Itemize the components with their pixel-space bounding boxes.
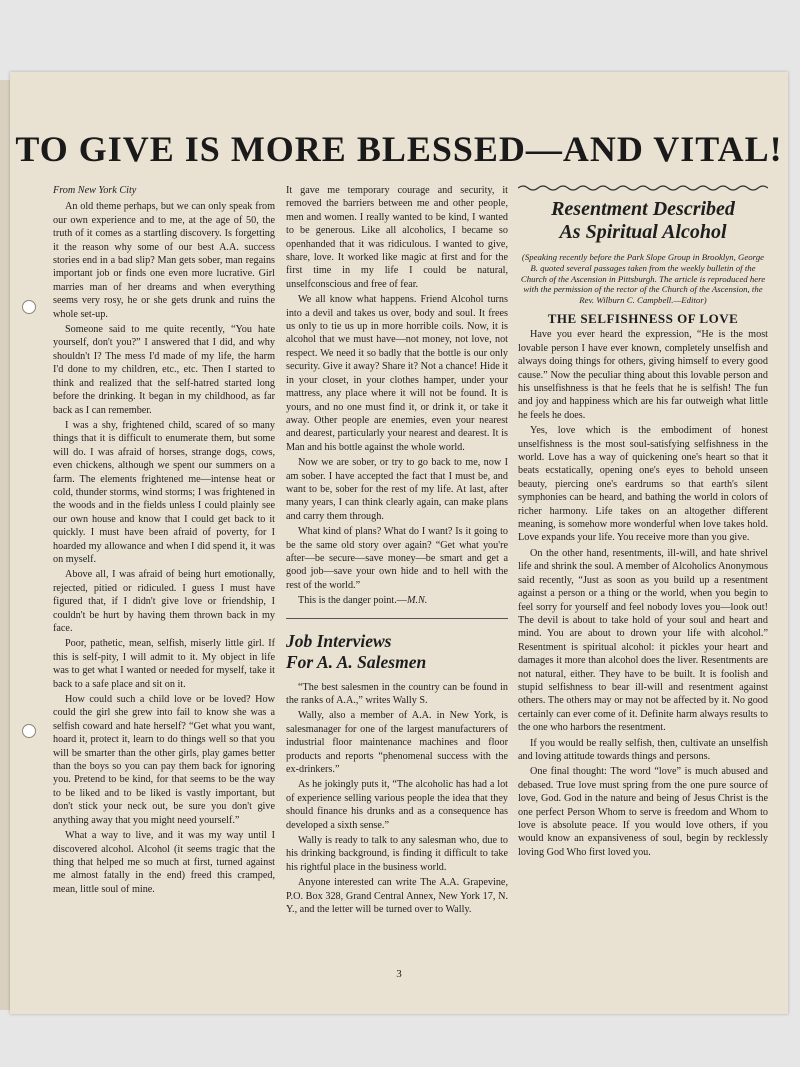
paragraph: We all know what happens. Friend Alcohol turns into a devil and takes us over, body and soul. It frees us only to tie us up in more horrible coils. Now, it is alcohol that we must have—not money, not love, not respect. We need it so badly that the bottle is our only security. Give it away? Share it? Not a chance! Hide it in your closet, in your clothes hamper, under your mattress, any place where it will not be found. It is yours, and no one must find it, or drink it, or take it away. Other people are enemies, even your nearest and dearest, particularly your nearest and dearest. It is Man and his bottle against the whole world.	[286, 294, 508, 453]
page-number: 3	[396, 968, 402, 980]
wavy-line-icon	[518, 184, 768, 192]
headline-line-2: For A. A. Salesmen	[286, 651, 427, 672]
editor-note: (Speaking recently before the Park Slope Group in Brooklyn, George B. quoted several passages taken from the weekly bulletin of the Church of the Ascension in Pittsburgh. The article is reproduced here with the permission of the rector of the Church of the Ascension, the Rev. Wilburn C. Campbell.—Editor)	[520, 252, 766, 306]
headline-line-1: Resentment Described	[551, 198, 735, 220]
paragraph: Poor, pathetic, mean, selfish, miserly little girl. If this is self-pity, I will admit to it. My object in life was to get what I wanted or needed for myself, take it back to a safe place and sit on it.	[53, 638, 275, 690]
paragraph: What kind of plans? What do I want? Is it going to be the same old story over again? “Get what you're after—be secure—save money—be smart and get a good job—save your own hide and to hell with the rest of the world.”	[286, 526, 508, 591]
page-title: TO GIVE IS MORE BLESSED—AND VITAL!	[15, 129, 783, 169]
magazine-page	[10, 72, 788, 1014]
binder-hole-bottom	[22, 724, 36, 738]
closing-paragraph	[286, 594, 508, 607]
paragraph: It gave me temporary courage and security, it removed the barriers between me and other people, men and women. I really wanted to be kind, I wanted to be generous. Like all alcoholics, I became so openhanded that it was ridiculous. I wanted to give, share, love. It worked like magic at first and for the first time in my life I could be natural, unselfconscious and free of fear.	[286, 185, 508, 290]
headline-line-1: Job Interviews	[286, 630, 392, 651]
paragraph: Anyone interested can write The A.A. Grapevine, P.O. Box 328, Grand Central Annex, New York 17, N. Y., and the letter will be turned over to Wally.	[286, 877, 508, 916]
paragraph: Above all, I was afraid of being hurt emotionally, rejected, pitied or ridiculed. I guess I must have figured that, if I didn't give love or friendship, I couldn't be hurt by having them thrown back in my face.	[53, 569, 275, 634]
paragraph: As he jokingly puts it, “The alcoholic has had a lot of experience selling various people the idea that they should finance his drunks and as a consequence has developed a sixth sense.”	[286, 779, 508, 831]
section-divider	[286, 618, 508, 619]
paragraph: Now we are sober, or try to go back to me, now I am sober. I have accepted the fact that I must be, and want to be, sober for the rest of my life. At last, after many years, I can think clearly again, can make plans and carry them through.	[286, 457, 508, 522]
paragraph: I was a shy, frightened child, scared of so many things that it is difficult to enumerate them, but some will do. I was afraid of horses, strange dogs, cows, even chickens, although we spent our summers on a farm. The elements frightened me—intense heat or cold, thunder storms, wind storms; I was frightened in the woods and in the fields unless I could plainly see our own house and know that I could get back to it quickly. I must have been afraid of poverty, for I hoarded my allowance and when I did spend it, it was on myself.	[53, 419, 275, 565]
paragraph: How could such a child love or be loved? How could the girl she grew into fail to know she was a selfish coward and hate herself? “Get what you want, hoard it, protect it, learn to do things well so that you will be smarter than the other girls, play games better than the boys so you can pay them back for ignoring you. Pretend to be kind, for that seems to be the way to be liked and to be liked is vastly important, but don't stick your neck out, be sure you don't give anything away that you might need yourself.”	[53, 694, 275, 826]
paragraph: One final thought: The word “love” is much abused and debased. True love must spring from the one pure source of love, God. God in the nature and being of Jesus Christ is the one perfect Person Whom to serve is freedom and Whom to love is absolute peace. If you would love others, if you would know an expansiveness of soul, begin by recklessly loving God Who first loved you.	[518, 766, 768, 858]
column-middle	[286, 184, 508, 919]
closing-text: This is the danger point.—	[298, 595, 407, 607]
author-signature: M.N.	[406, 595, 428, 607]
paragraph: What a way to live, and it was my way until I discovered alcohol. Alcohol (it seems tragic that the thing that helped me so much at first, turned against me almost fatally in the end) freed this cramped, mean, little soul of mine.	[53, 830, 275, 895]
paragraph: Wally, also a member of A.A. in New York, is salesmanager for one of the largest manufacturers of industrial floor maintenance machines and floor products and reports “phenomenal success with the ex-drinkers.”	[286, 710, 508, 776]
paragraph: On the other hand, resentments, ill-will, and hate shrivel life and shrink the soul. A member of Alcoholics Anonymous said recently, “Just as soon as you build up a resentment against a person or a thing or the world, when you begin to feel sorry for yourself and feel nobody loves you—look out! The devil is about to take hold of your soul and heart and mind. You are about to drown your life with alcohol.” Resentment is spiritual alcohol: it pickles your heart and damages it more than alcohol does the liver. Resentments are not natural, either. They have to be built. It is foolish and stupid selfishness to bear ill-will and resentment against others. The others may or may not be affected by it. No good certainly can ever come of it. Definite harm always results to the one who harbors the resentment.	[518, 547, 768, 734]
article-headline-job-interviews	[286, 631, 508, 673]
binder-hole-top	[22, 300, 36, 314]
headline-line-2: As Spiritual Alcohol	[559, 221, 727, 243]
paragraph: Yes, love which is the embodiment of honest unselfishness is the most soul-satisfying selfishness in the world. Love has a way of quickening one's heart so that it beats ecstatically, opening one's eyes to behold unseen beauty, piercing one's eardrums so that earth's silent symphonies can be heard, and bathing the world in colors of richer harmony. Life takes on an altogether different meaning, is somehow more wonderful when love takes hold. Love expands your life. You receive more than you give.	[518, 425, 768, 544]
column-left	[53, 184, 275, 898]
dateline: From New York City	[53, 185, 137, 196]
paragraph: Have you ever heard the expression, “He is the most lovable person I have ever known, completely unselfish and always doing things for others, giving himself to every good cause.” Now the peculiar thing about this lovable person and his unselfishness is that he feels that he is selfish! The fun and joy and happiness which are his far outweigh what little he feels he does.	[518, 329, 768, 421]
paragraph: Someone said to me quite recently, “You hate yourself, don't you?” I answered that I did, and why shouldn't I? The mess I'd made of my life, the harm I'd done to my children, etc., etc. Then I started to think and realized that the self-hatred started long before the drinking. It began in my childhood, as far back as I can remember.	[53, 324, 275, 416]
wavy-rule	[518, 184, 768, 192]
paragraph: “The best salesmen in the country can be found in the ranks of A.A.,” writes Wally S.	[286, 681, 508, 706]
paragraph: If you would be really selfish, then, cultivate an unselfish and loving attitude towards things and persons.	[518, 737, 768, 762]
paragraph: Wally is ready to talk to any salesman who, due to his drinking background, is finding it difficult to take his rightful place in the business world.	[286, 835, 508, 873]
section-heading: THE SELFISHNESS OF LOVE	[547, 310, 739, 326]
article-headline-resentment	[518, 198, 768, 244]
paragraph: An old theme perhaps, but we can only speak from our own experience and to me, at the age of 50, the truth of it comes as a startling discovery. Is forgetting it the reason why some of our best A.A. success stories end in a bad slip? Man gets sober, man regains important job or finds one even more lucrative. Girl marries man of her dreams and when everything seems very rosy, he or she gets drunk and ruins the whole set-up.	[53, 201, 275, 320]
column-right	[518, 184, 768, 861]
